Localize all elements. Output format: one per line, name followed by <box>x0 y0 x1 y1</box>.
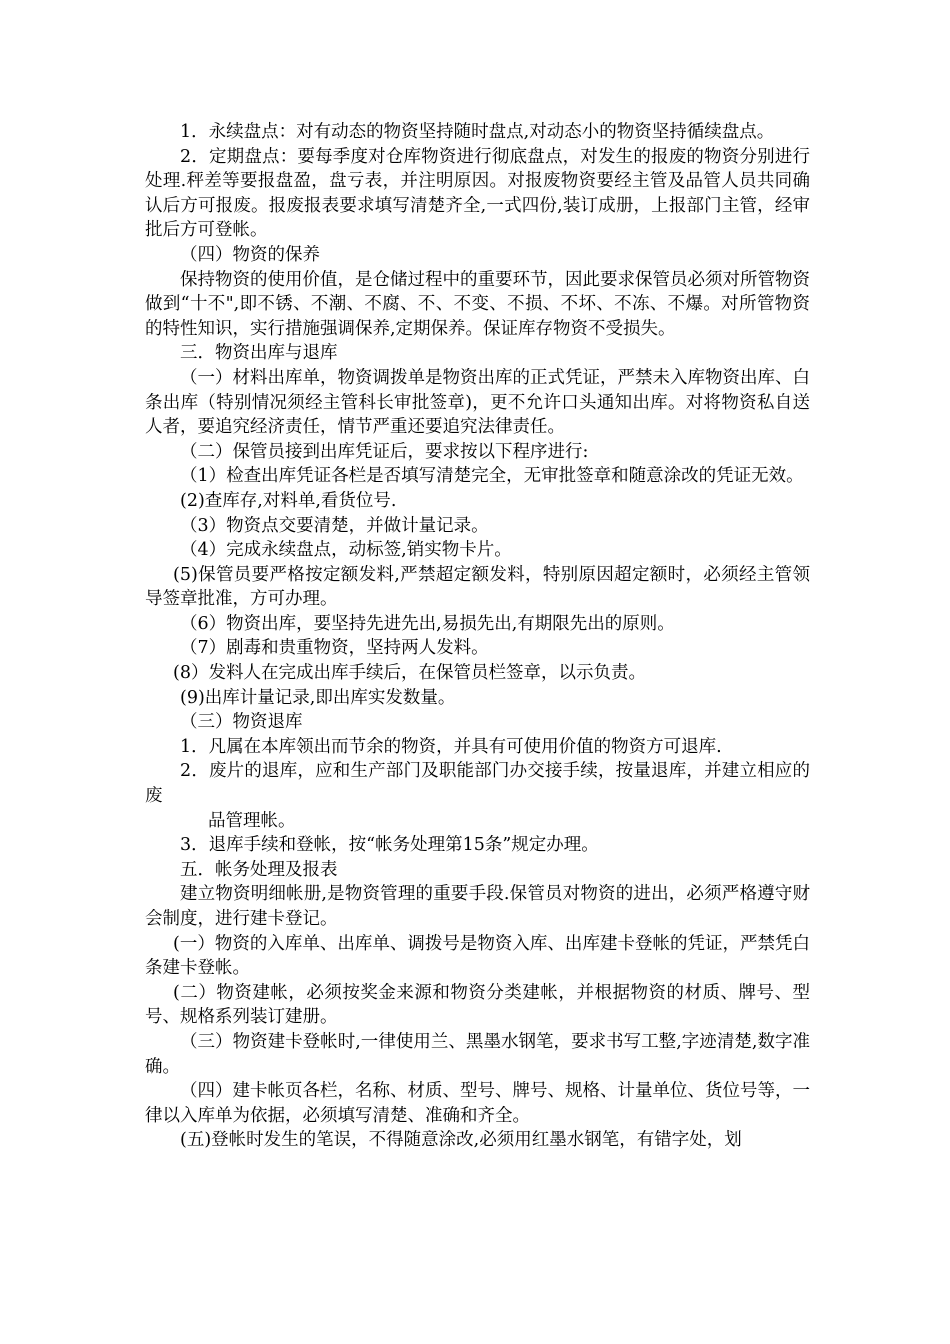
paragraph: （二）保管员接到出库凭证后，要求按以下程序进行: <box>180 441 589 462</box>
section-heading: （三）物资退库 <box>180 712 303 733</box>
paragraph: (一）物资的入库单、出库单、调拨号是物资入库、出库建卡登帐的凭证，严禁凭白条建卡登帐。 <box>145 933 810 979</box>
list-item: 1．凡属在本库领出而节余的物资，并具有可使用价值的物资方可退库. <box>180 736 722 757</box>
list-item: （1）检查出库凭证各栏是否填写清楚完全，无审批签章和随意涂改的凭证无效。 <box>180 466 804 487</box>
paragraph: 2．定期盘点：要每季度对仓库物资进行彻底盘点，对发生的报废的物资分别进行处理.秤差等要报盘盈，盘亏表，并注明原因。对报废物资要经主管及品管人员共同确认后方可报废。报废报表要求填写清楚齐全,一式四份,装订成册，上报部门主管，经审批后方可登帐。 <box>145 146 810 241</box>
list-item: 2．废片的退库，应和生产部门及职能部门办交接手续，按量退库，并建立相应的废 <box>145 761 810 807</box>
paragraph: （四）建卡帐页各栏，名称、材质、型号、牌号、规格、计量单位、货位号等，一律以入库单为依据，必须填写清楚、准确和齐全。 <box>145 1081 810 1126</box>
section-heading: （四）物资的保养 <box>180 244 320 265</box>
document-body <box>145 120 810 1153</box>
paragraph: 1．永续盘点：对有动态的物资坚持随时盘点,对动态小的物资坚持循续盘点。 <box>180 122 775 142</box>
paragraph: 建立物资明细帐册,是物资管理的重要手段.保管员对物资的进出，必须严格遵守财会制度，进行建卡登记。 <box>145 884 810 929</box>
paragraph: (五)登帐时发生的笔误，不得随意涂改,必须用红墨水钢笔，有错字处，划 <box>180 1130 742 1151</box>
list-item: （6）物资出库，要坚持先进先出,易损先出,有期限先出的原则。 <box>180 613 675 634</box>
list-item-continuation: 品管理帐。 <box>208 810 296 831</box>
list-item: 3．退库手续和登帐，按“帐务处理第15条”规定办理。 <box>180 835 599 856</box>
list-item: (2)查库存,对料单,看货位号. <box>180 490 397 511</box>
paragraph: （三）物资建卡登帐时,一律使用兰、黑墨水钢笔，要求书写工整,字迹清楚,数字准确。 <box>145 1031 810 1077</box>
list-item: （7）剧毒和贵重物资，坚持两人发料。 <box>180 638 489 659</box>
list-item: （4）完成永续盘点，动标签,销实物卡片。 <box>180 540 512 561</box>
paragraph: (二）物资建帐，必须按奖金来源和物资分类建帐，并根据物资的材质、牌号、型号、规格系列装订建册。 <box>145 982 810 1028</box>
section-heading: 三．物资出库与退库 <box>180 343 338 364</box>
list-item: （3）物资点交要清楚，并做计量记录。 <box>180 515 489 536</box>
list-item: (5)保管员要严格按定额发料,严禁超定额发料，特别原因超定额时，必须经主管领导签章批准，方可办理。 <box>145 564 810 610</box>
paragraph: （一）材料出库单，物资调拨单是物资出库的正式凭证，严禁未入库物资出库、白条出库（特别情况须经主管科长审批签章)，更不允许口头通知出库。对将物资私自送人者，要追究经济责任，情节严重还要追究法律责任。 <box>145 367 810 438</box>
list-item: (9)出库计量记录,即出库实发数量。 <box>180 687 456 708</box>
section-heading: 五．帐务处理及报表 <box>180 859 338 880</box>
paragraph: 保持物资的使用价值，是仓储过程中的重要环节，因此要求保管员必须对所管物资做到“十不",即不锈、不潮、不腐、不、不变、不损、不坏、不冻、不爆。对所管物资的特性知识，实行措施强调保养,定期保养。保证库存物资不受损失。 <box>145 269 810 339</box>
list-item: (8）发料人在完成出库手续后，在保管员栏签章，以示负责。 <box>173 663 646 684</box>
